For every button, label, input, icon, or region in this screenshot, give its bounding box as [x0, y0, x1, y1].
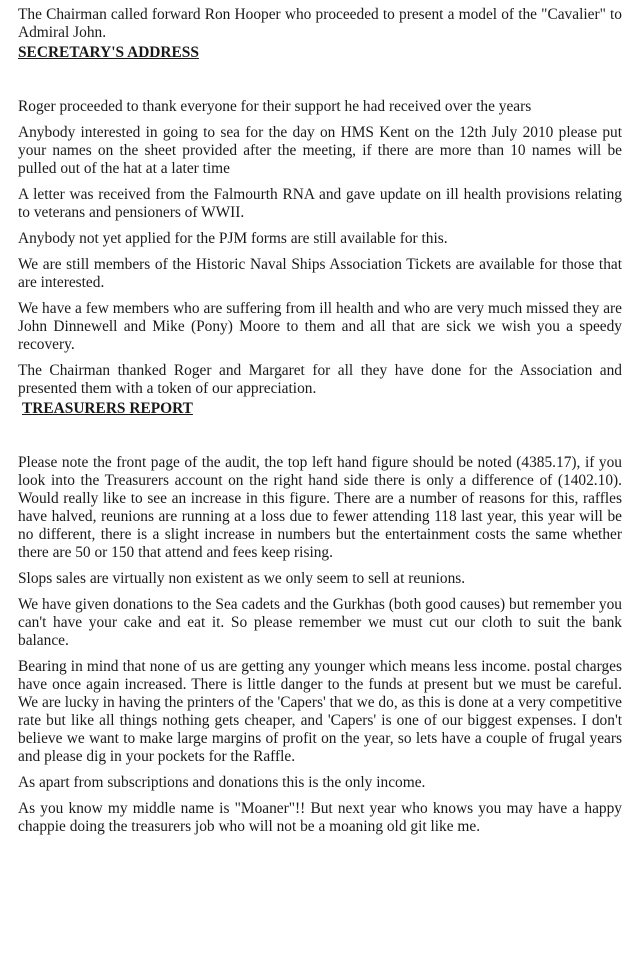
secretary-paragraph: Anybody not yet applied for the PJM forms are still available for this.: [18, 230, 448, 247]
secretary-paragraph: A letter was received from the Falmourth RNA and gave update on ill health provisions relating to veterans and pensioners of WWII.: [18, 186, 622, 221]
secretary-paragraph: The Chairman thanked Roger and Margaret for all they have done for the Association and presented them with a token of our appreciation.: [18, 362, 622, 397]
treasurer-heading: TREASURERS REPORT: [22, 400, 193, 417]
treasurer-paragraph: Please note the front page of the audit, the top left hand figure should be noted (4385.17), if you look into the Treasurers account on the right hand side there is only a difference of (1402.10). Would really like to see an increase in this figure. There are a number of reasons for this, raffles have halved, reunions are running at a loss due to fewer attending 118 last year, this year will be no different, there is a slight increase in numbers but the entertainment costs the same whether there are 50 or 150 that attend and fees keep rising.: [18, 454, 622, 561]
treasurer-section: [18, 454, 622, 836]
treasurer-paragraph: Slops sales are virtually non existent as we only seem to sell at reunions.: [18, 570, 466, 587]
secretary-paragraph: We have a few members who are suffering from ill health and who are very much missed they are John Dinnewell and Mike (Pony) Moore to them and all that are sick we wish you a speedy recovery.: [18, 300, 622, 353]
secretary-paragraph: We are still members of the Historic Naval Ships Association Tickets are available for those that are interested.: [18, 256, 622, 291]
secretary-paragraph: Anybody interested in going to sea for the day on HMS Kent on the 12th July 2010 please put your names on the sheet provided after the meeting, if there are more than 10 names will be pulled out of the hat at a later time: [18, 124, 622, 177]
treasurer-paragraph: As you know my middle name is "Moaner"!! But next year who knows you may have a happy chappie doing the treasurers job who will not be a moaning old git like me.: [18, 800, 622, 835]
treasurer-paragraph: We have given donations to the Sea cadets and the Gurkhas (both good causes) but remember you can't have your cake and eat it. So please remember we must cut our cloth to suit the bank balance.: [18, 596, 622, 649]
treasurer-paragraph: As apart from subscriptions and donations this is the only income.: [18, 774, 426, 791]
treasurer-paragraph: Bearing in mind that none of us are getting any younger which means less income. postal charges have once again increased. There is little danger to the funds at present but we must be careful. We are lucky in having the printers of the 'Capers' that we do, as this is done at a very competitive rate but like all things nothing gets cheaper, and 'Capers' is one of our biggest expenses. I don't believe we want to make large margins of profit on the year, so lets have a couple of frugal years and please dig in your pockets for the Raffle.: [18, 658, 622, 765]
intro-paragraph: The Chairman called forward Ron Hooper who proceeded to present a model of the "Cavalier" to Admiral John.: [18, 6, 622, 41]
secretary-heading: SECRETARY'S ADDRESS: [18, 44, 199, 61]
secretary-paragraph: Roger proceeded to thank everyone for their support he had received over the years: [18, 98, 532, 115]
secretary-section: [18, 98, 622, 398]
